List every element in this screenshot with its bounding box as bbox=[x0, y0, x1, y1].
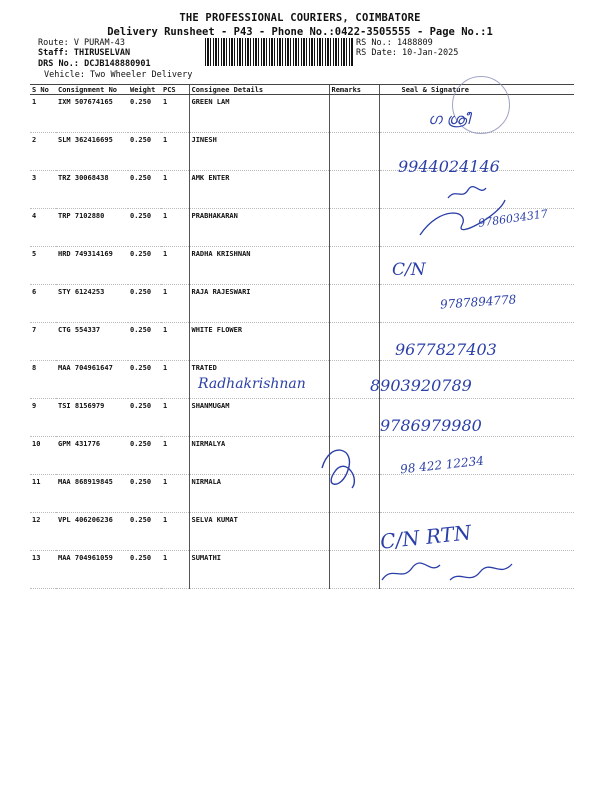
cell-consignee: NIRMALYA bbox=[189, 437, 329, 475]
cell-pcs: 1 bbox=[161, 513, 189, 551]
cell-consignee: JINESH bbox=[189, 133, 329, 171]
cell-weight: 0.250 bbox=[128, 399, 161, 437]
cell-sno: 1 bbox=[30, 95, 56, 133]
handwritten-number-6: 9786979980 bbox=[380, 416, 482, 435]
cell-pcs: 1 bbox=[161, 475, 189, 513]
cell-sno: 9 bbox=[30, 399, 56, 437]
handwritten-number-1: 9944024146 bbox=[398, 157, 500, 176]
cell-weight: 0.250 bbox=[128, 437, 161, 475]
cell-consignee: PRABHAKARAN bbox=[189, 209, 329, 247]
handwritten-number-5: 8903920789 bbox=[370, 376, 472, 395]
header-sno: S No bbox=[30, 85, 56, 95]
cell-consignee: WHITE FLOWER bbox=[189, 323, 329, 361]
staff-value: THIRUSELVAN bbox=[73, 48, 131, 58]
cell-sno: 13 bbox=[30, 551, 56, 589]
cell-weight: 0.250 bbox=[128, 171, 161, 209]
cell-consignee: RADHA KRISHNAN bbox=[189, 247, 329, 285]
cell-pcs: 1 bbox=[161, 209, 189, 247]
handwritten-name: Radhakrishnan bbox=[198, 376, 306, 392]
cell-sno: 10 bbox=[30, 437, 56, 475]
header-pcs: PCS bbox=[161, 85, 189, 95]
signature-row-4 bbox=[420, 200, 505, 235]
cell-pcs: 1 bbox=[161, 285, 189, 323]
handwritten-signature-1: ഗ ശ്രീ bbox=[428, 110, 470, 128]
cell-consignment: CTG 554337 bbox=[56, 323, 128, 361]
signature-row-4-top bbox=[448, 187, 486, 198]
cell-consignment: TRP 7102880 bbox=[56, 209, 128, 247]
cell-consignment: MAA 868919845 bbox=[56, 475, 128, 513]
cell-consignment: MAA 704961647 bbox=[56, 361, 128, 399]
cell-pcs: 1 bbox=[161, 551, 189, 589]
cell-pcs: 1 bbox=[161, 323, 189, 361]
cell-sno: 11 bbox=[30, 475, 56, 513]
cell-pcs: 1 bbox=[161, 133, 189, 171]
cell-consignment: HRD 749314169 bbox=[56, 247, 128, 285]
header-consignment: Consignment No bbox=[56, 85, 128, 95]
cell-sno: 4 bbox=[30, 209, 56, 247]
rs-number: RS No.: 1488809 bbox=[356, 38, 433, 48]
cell-consignee: SHANMUGAM bbox=[189, 399, 329, 437]
signature-row-13-b bbox=[450, 564, 512, 580]
cell-consignment: IXM 507674165 bbox=[56, 95, 128, 133]
cell-weight: 0.250 bbox=[128, 133, 161, 171]
cell-consignment: MAA 704961059 bbox=[56, 551, 128, 589]
cell-pcs: 1 bbox=[161, 171, 189, 209]
cell-sno: 12 bbox=[30, 513, 56, 551]
cell-pcs: 1 bbox=[161, 247, 189, 285]
handwritten-number-4: 9677827403 bbox=[395, 340, 497, 359]
rs-date: RS Date: 10-Jan-2025 bbox=[356, 48, 459, 58]
route-label: Route: V PURAM-43 bbox=[38, 38, 125, 48]
cell-consignment: SLM 362416695 bbox=[56, 133, 128, 171]
company-title: THE PROFESSIONAL COURIERS, COIMBATORE bbox=[179, 12, 421, 24]
header-consignee: Consignee Details bbox=[189, 85, 329, 95]
cell-sno: 5 bbox=[30, 247, 56, 285]
header-weight: Weight bbox=[128, 85, 161, 95]
cell-weight: 0.250 bbox=[128, 551, 161, 589]
cell-consignment: STY 6124253 bbox=[56, 285, 128, 323]
cell-consignee: AMK ENTER bbox=[189, 171, 329, 209]
cell-sno: 7 bbox=[30, 323, 56, 361]
cell-consignment: VPL 406206236 bbox=[56, 513, 128, 551]
handwritten-number-7: 98 422 12234 bbox=[399, 453, 485, 477]
cell-weight: 0.250 bbox=[128, 323, 161, 361]
cell-sno: 6 bbox=[30, 285, 56, 323]
cell-pcs: 1 bbox=[161, 437, 189, 475]
signature-row-11 bbox=[322, 450, 354, 488]
cell-weight: 0.250 bbox=[128, 361, 161, 399]
cell-weight: 0.250 bbox=[128, 475, 161, 513]
drs-value: DCJB148880901 bbox=[84, 59, 151, 69]
signature-row-13-a bbox=[382, 563, 440, 580]
cell-pcs: 1 bbox=[161, 399, 189, 437]
cell-weight: 0.250 bbox=[128, 209, 161, 247]
cell-sno: 2 bbox=[30, 133, 56, 171]
cell-consignment: GPM 431776 bbox=[56, 437, 128, 475]
cell-pcs: 1 bbox=[161, 95, 189, 133]
handwritten-number-2: 9786034317 bbox=[477, 207, 549, 230]
handwritten-cn-1: C/N bbox=[392, 260, 426, 280]
handwritten-cn-rtn: C/N RTN bbox=[378, 520, 473, 554]
vehicle-label: Vehicle: Two Wheeler Delivery bbox=[44, 70, 193, 80]
cell-weight: 0.250 bbox=[128, 285, 161, 323]
cell-weight: 0.250 bbox=[128, 95, 161, 133]
cell-pcs: 1 bbox=[161, 361, 189, 399]
cell-consignee: TRATED bbox=[189, 361, 329, 399]
staff-label: Staff: bbox=[38, 48, 69, 58]
header-remarks: Remarks bbox=[329, 85, 379, 95]
drs-label: DRS No.: bbox=[38, 59, 79, 69]
cell-weight: 0.250 bbox=[128, 513, 161, 551]
cell-weight: 0.250 bbox=[128, 247, 161, 285]
cell-consignee: RAJA RAJESWARI bbox=[189, 285, 329, 323]
cell-consignment: TRZ 30068438 bbox=[56, 171, 128, 209]
cell-consignee: NIRMALA bbox=[189, 475, 329, 513]
cell-consignee: SELVA KUMAT bbox=[189, 513, 329, 551]
cell-sno: 8 bbox=[30, 361, 56, 399]
cell-consignee: GREEN LAM bbox=[189, 95, 329, 133]
handwritten-number-3: 9787894778 bbox=[439, 292, 517, 312]
cell-consignment: TSI 8156979 bbox=[56, 399, 128, 437]
cell-sno: 3 bbox=[30, 171, 56, 209]
cell-consignee: SUMATHI bbox=[189, 551, 329, 589]
header-signature: Seal & Signature bbox=[379, 85, 574, 95]
runsheet-subtitle: Delivery Runsheet - P43 - Phone No.:0422-3505555 - Page No.:1 bbox=[107, 26, 493, 38]
